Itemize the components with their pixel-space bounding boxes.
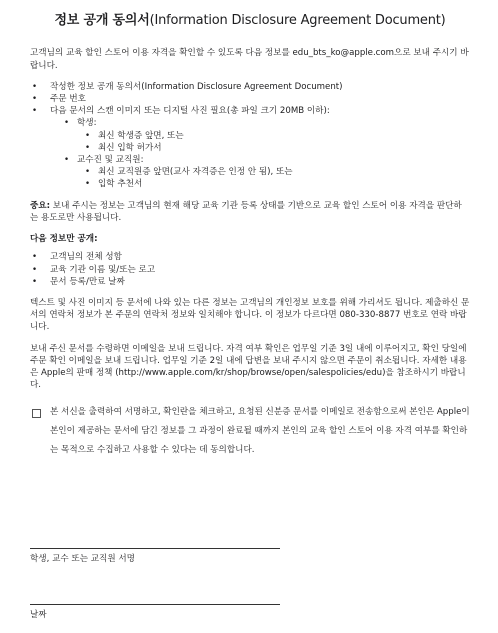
group-label: 교수진 및 교직원:: [77, 155, 144, 166]
list-item: • 교육 기관 이름 및/또는 로고: [30, 264, 470, 276]
title-korean: 정보 공개 동의서: [54, 13, 150, 28]
group-students: [64, 117, 470, 154]
list-item-text: 다음 문서의 스캔 이미지 또는 디지털 사진 필요(총 파일 크기 20MB 이하):: [50, 106, 330, 117]
faculty-docs-list: [85, 166, 470, 190]
signature-line: [30, 548, 280, 549]
document-title: [30, 12, 470, 30]
list-item: [30, 105, 470, 190]
important-text: 보내 주시는 정보는 고객님의 현재 해당 교육 기관 등록 상태를 기반으로 교육 할인 스토어 이용 자격을 판단하는 용도로만 사용됩니다.: [30, 200, 462, 223]
group-label: 학생:: [77, 118, 97, 129]
disclosure-heading: 다음 정보만 공개:: [30, 234, 98, 245]
signature-label: 학생, 교수 또는 교직원 서명: [30, 554, 135, 564]
list-item: • 최신 학생증 앞면, 또는: [85, 130, 470, 142]
list-item: • 입학 추천서: [85, 178, 470, 190]
important-label: 중요:: [30, 200, 51, 211]
list-item: • 최신 입학 허가서: [85, 142, 470, 154]
list-item: • 주문 번호: [30, 93, 470, 105]
required-items-list: [30, 81, 470, 191]
redact-paragraph: 텍스트 및 사진 이미지 등 문서에 나와 있는 다른 정보는 고객님의 개인정보 보호를 위해 가리셔도 됩니다. 제출하신 문서의 연락처 정보가 본 주문의 연락처 정보와 일치해야 합니다. 이 정보가 다르다면 080-330-8877 번호로 연락 바랍니다.: [30, 297, 470, 333]
email-paragraph: 보내 주신 문서를 수령하면 이메일을 보내 드립니다. 자격 여부 확인은 업무일 기준 3일 내에 이루어지고, 확인 당일에 주문 확인 이메일을 보내 드립니다. 업무일 기준 2일 내에 답변을 보내 주시지 않으면 주문이 취소됩니다. 자세한 내용은 Apple의 판매 정책 (http://www.apple.com/kr/shop/browse/open/salespolicies/edu)을 참조하시기 바랍니다.: [30, 343, 467, 391]
disclosure-list: [30, 251, 470, 288]
list-item: • 고객님의 전체 성함: [30, 251, 470, 263]
list-item: • 최신 교직원증 앞면(교사 자격증은 인정 안 됨), 또는: [85, 166, 470, 178]
list-item: • 문서 등록/만료 날짜: [30, 276, 470, 288]
date-block: [30, 604, 280, 621]
consent-text: 본 서신을 출력하여 서명하고, 확인란을 체크하고, 요청된 신분증 문서를 이메일로 전송함으로써 본인은 Apple이 본인이 제공하는 문서에 담긴 정보를 그 과정이 완료될 때까지 본인의 교육 할인 스토어 이용 자격 여부를 확인하는 목적으로 수집하고 사용할 수 있다는 데 동의합니다.: [50, 407, 470, 456]
consent-block: [30, 403, 470, 460]
list-item: • 작성한 정보 공개 동의서(Information Disclosure Agreement Document): [30, 81, 470, 93]
date-label: 날짜: [30, 610, 47, 620]
title-english: (Information Disclosure Agreement Document): [149, 13, 446, 28]
group-faculty: [64, 154, 470, 191]
consent-checkbox[interactable]: [32, 409, 41, 418]
student-docs-list: [85, 130, 470, 154]
document-groups-list: [64, 117, 470, 190]
signature-block: [30, 548, 280, 565]
important-note: [30, 200, 470, 224]
intro-paragraph: 고객님의 교육 할인 스토어 이용 자격을 확인할 수 있도록 다음 정보를 edu_bts_ko@apple.com으로 보내 주시기 바랍니다.: [30, 48, 469, 71]
date-line: [30, 604, 280, 605]
